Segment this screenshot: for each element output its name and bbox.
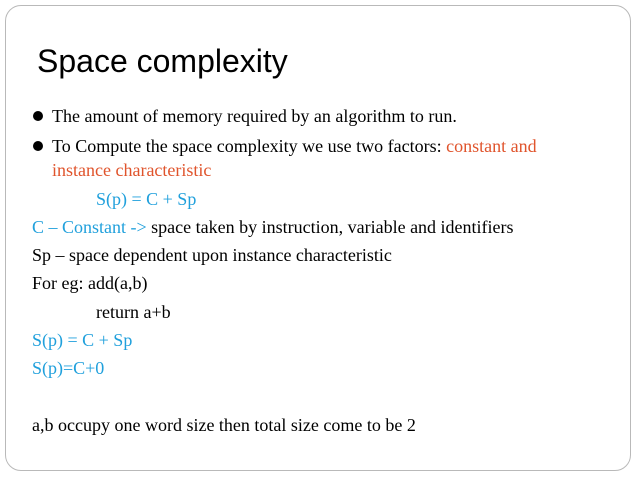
sp-line: Sp – space dependent upon instance characteristic	[32, 245, 392, 265]
slide-title: Space complexity	[37, 43, 288, 79]
bullet-compute-highlight-1: constant and	[446, 136, 537, 156]
example-line: For eg: add(a,b)	[32, 273, 148, 293]
constant-rest: space taken by instruction, variable and identifiers	[146, 217, 514, 237]
bullet-dot-icon	[33, 111, 43, 121]
bullet-compute-highlight-2: instance characteristic	[52, 160, 212, 180]
conclusion-line: a,b occupy one word size then total size come to be 2	[32, 415, 416, 435]
constant-highlight: C – Constant ->	[32, 217, 147, 237]
bullet-memory: The amount of memory required by an algorithm to run.	[52, 106, 457, 126]
return-line: return a+b	[96, 302, 171, 322]
formula-line: S(p) = C + Sp	[32, 330, 133, 350]
formula-indented: S(p) = C + Sp	[96, 189, 197, 209]
bullet-compute-text: To Compute the space complexity we use two factors:	[52, 136, 447, 156]
constant-line	[32, 215, 514, 239]
bullet-compute	[52, 134, 537, 158]
bullet-dot-icon	[33, 141, 43, 151]
result-line: S(p)=C+0	[32, 358, 105, 378]
